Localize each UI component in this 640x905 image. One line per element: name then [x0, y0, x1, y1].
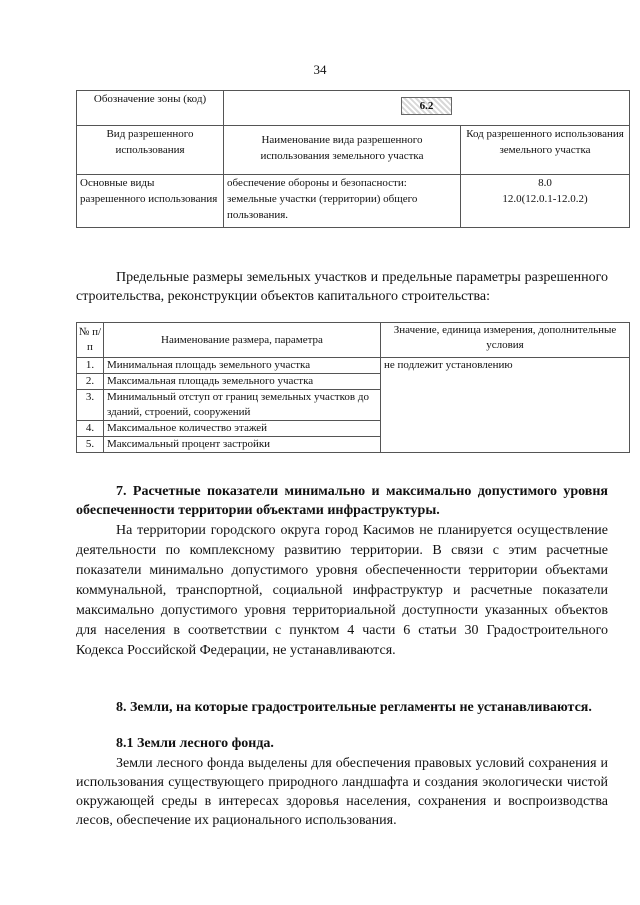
zone-code-row — [77, 91, 630, 126]
row-name: Максимальная площадь земельного участка — [104, 374, 381, 390]
code-primary: 8.0 — [538, 177, 552, 189]
zone-table — [76, 90, 630, 228]
row-name: Минимальная площадь земельного участка — [104, 358, 381, 374]
param-value-cell: не подлежит установлению — [381, 358, 630, 453]
row-name: Минимальный отступ от границ земельных участков до зданий, строений, сооружений — [104, 390, 381, 421]
section8-subheading: 8.1 Земли лесного фонда. — [116, 736, 274, 751]
cell-use-name: обеспечение обороны и безопасности: земельные участки (территории) общего пользования. — [224, 175, 461, 228]
zone-code-cell — [224, 91, 630, 126]
row-num: 2. — [77, 374, 104, 390]
page-number: 34 — [313, 62, 327, 77]
section7-text: На территории городского округа город Касимов не планируется осуществление деятельности по комплексному развитию территории. В связи с этим расчетные показатели минимально допустимого уровня обеспеченности территории объектами коммунальной, транспортной, социальной инфраструктур и расчетные показатели максимально допустимого уровня территориальной доступности указанных объектов для населения в соответствии с пунктом 4 части 6 статьи 30 Градостроительного Кодекса Российской Федерации, не устанавливаются. — [76, 523, 608, 658]
table-row — [77, 358, 630, 374]
zone-code: 6.2 — [401, 97, 453, 115]
params-header-row — [77, 323, 630, 358]
section8-text: Земли лесного фонда выделены для обеспечения правовых условий сохранения и использования существующего природного ландшафта и создания экологически чистой окружающей среды в интересах здоровья населения, сохранения и воспроизводства лесов, обеспечение их рационального использования. — [76, 756, 608, 828]
row-name: Максимальное количество этажей — [104, 421, 381, 437]
cell-use-type: Основные виды разрешенного использования — [77, 175, 224, 228]
row-name: Максимальный процент застройки — [104, 437, 381, 453]
params-intro: Предельные размеры земельных участков и предельные параметры разрешенного строительства, реконструкции объектов капитального строительства: — [76, 270, 608, 304]
cell-use-code — [461, 175, 630, 228]
header-param-value: Значение, единица измерения, дополнительные условия — [381, 323, 630, 358]
section7-heading: 7. Расчетные показатели минимально и максимально допустимого уровня обеспеченности территории объектами инфраструктуры. — [76, 484, 608, 518]
zone-header-row — [77, 126, 630, 175]
zone-data-row — [77, 175, 630, 228]
header-use-name: Наименование вида разрешенного использования земельного участка — [224, 126, 461, 175]
row-num: 4. — [77, 421, 104, 437]
row-num: 1. — [77, 358, 104, 374]
header-num: № п/п — [77, 323, 104, 358]
zone-label-cell: Обозначение зоны (код) — [77, 91, 224, 126]
row-num: 3. — [77, 390, 104, 421]
header-use-code: Код разрешенного использования земельного участка — [461, 126, 630, 175]
section8-heading: 8. Земли, на которые градостроительные регламенты не устанавливаются. — [116, 700, 592, 715]
header-param-name: Наименование размера, параметра — [104, 323, 381, 358]
header-use-type: Вид разрешенного использования — [77, 126, 224, 175]
row-num: 5. — [77, 437, 104, 453]
code-secondary: 12.0(12.0.1-12.0.2) — [502, 193, 588, 205]
params-table — [76, 322, 630, 453]
